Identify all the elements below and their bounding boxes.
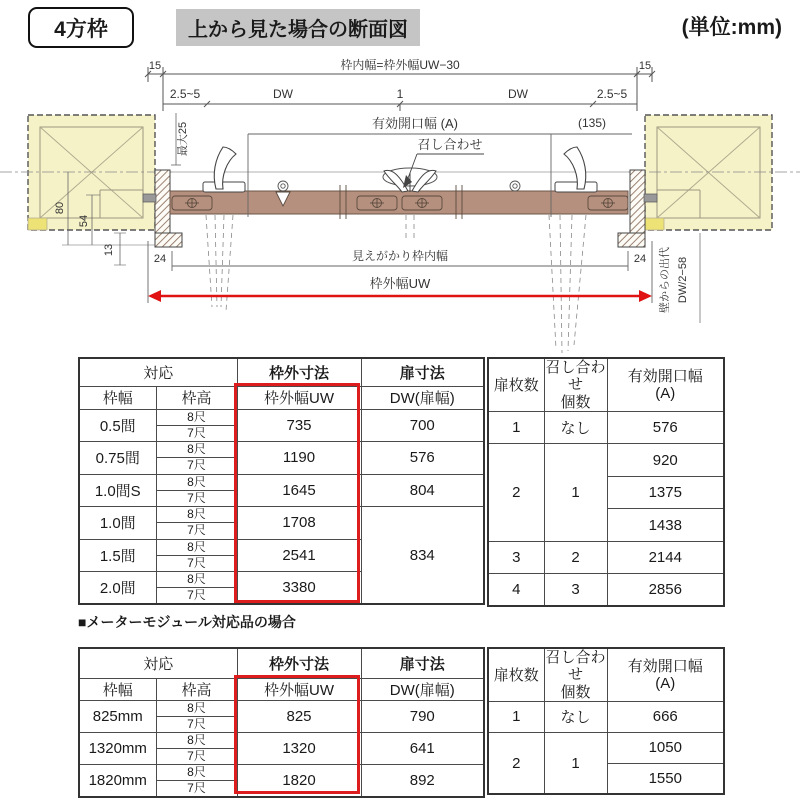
svg-text:最大25: 最大25 [177, 121, 189, 157]
outer-width-label: 枠外幅UW [369, 276, 431, 291]
cell-dw: 700 [361, 409, 484, 442]
svg-text:80: 80 [54, 201, 66, 215]
header-outer-dims: 枠外寸法 [237, 648, 361, 678]
cell-dw: 576 [361, 442, 484, 475]
cell-door-count: 2 [488, 444, 544, 542]
cell-dw: 892 [361, 764, 484, 797]
header-outer-width-uw: 枠外幅UW [237, 386, 361, 409]
table-row [488, 358, 724, 411]
cross-section-diagram [0, 55, 800, 355]
cell-frame-height: 8尺 7尺 [156, 539, 237, 572]
cell-frame-width: 1320mm [79, 732, 156, 764]
cell-door-count: 4 [488, 574, 544, 607]
dim-formula: 枠内幅=枠外幅UW−30 [340, 58, 460, 72]
table-row [79, 507, 484, 540]
cell-uw: 1820 [237, 764, 361, 797]
header-support: 対応 [79, 648, 237, 678]
table-row [488, 648, 724, 701]
cell-dw: 834 [361, 507, 484, 605]
cell-dw: 790 [361, 700, 484, 732]
cell-meeting-count: なし [544, 701, 607, 732]
cell-dw: 804 [361, 474, 484, 507]
spec-table-main-right [487, 357, 725, 607]
cell-door-count: 2 [488, 732, 544, 794]
wall-offset-note [657, 233, 700, 323]
wall-left [28, 115, 155, 230]
cell-opening: 1050 [607, 732, 724, 763]
table-row [488, 701, 724, 732]
cell-frame-width: 825mm [79, 700, 156, 732]
dim-24-left: 24 [153, 253, 167, 265]
dim-13 [103, 233, 126, 265]
visible-inner-label: 見えがかり枠内幅 [351, 249, 449, 263]
cell-frame-height: 8尺 7尺 [156, 474, 237, 507]
dim-clearance-left: 2.5~5 [169, 87, 201, 101]
cell-meeting-count: なし [544, 411, 607, 444]
cell-opening: 2144 [607, 541, 724, 574]
cell-door-count: 1 [488, 701, 544, 732]
table-row [488, 411, 724, 444]
door-handle-right [555, 147, 597, 192]
header-frame-height: 枠高 [156, 386, 237, 409]
dim-gap-1: 1 [396, 87, 404, 101]
cell-opening: 920 [607, 444, 724, 477]
page-title: 上から見た場合の断面図 [176, 9, 420, 46]
cell-opening: 2856 [607, 574, 724, 607]
cell-uw: 2541 [237, 539, 361, 572]
cell-uw: 1190 [237, 442, 361, 475]
cell-frame-width: 1.5間 [79, 539, 156, 572]
cell-opening: 666 [607, 701, 724, 732]
cell-frame-height: 8尺 7尺 [156, 442, 237, 475]
table-row [79, 386, 484, 409]
header-door-count: 扉枚数 [488, 358, 544, 411]
table-row [79, 648, 484, 678]
header-support: 対応 [79, 358, 237, 386]
cell-dw: 641 [361, 732, 484, 764]
frame-type-label: 4方枠 [54, 17, 108, 41]
door-handle-left [203, 147, 245, 192]
cell-meeting-count: 1 [544, 732, 607, 794]
cell-frame-width: 1.0間S [79, 474, 156, 507]
cell-opening: 1550 [607, 763, 724, 794]
cell-frame-height: 8尺 7尺 [156, 572, 237, 605]
unit-label: (単位:mm) [681, 16, 782, 39]
dim-dw-right: DW [508, 87, 528, 101]
table-row [79, 474, 484, 507]
svg-text:壁からの出代: 壁からの出代 [659, 247, 671, 313]
svg-text:13: 13 [103, 243, 115, 257]
wall-right [645, 115, 772, 230]
header-effective-opening: 有効開口幅 (A) [607, 648, 724, 701]
table-row [79, 732, 484, 764]
table-row [488, 444, 724, 477]
header-door-count: 扉枚数 [488, 648, 544, 701]
cell-frame-width: 1.0間 [79, 507, 156, 540]
header-dw: DW(扉幅) [361, 386, 484, 409]
table-row [488, 541, 724, 574]
cell-door-count: 1 [488, 411, 544, 444]
dim-line-dw [163, 101, 637, 111]
header-frame-height: 枠高 [156, 678, 237, 700]
cell-door-count: 3 [488, 541, 544, 574]
cell-frame-height: 8尺 7尺 [156, 764, 237, 797]
cell-frame-width: 2.0間 [79, 572, 156, 605]
cell-uw: 1645 [237, 474, 361, 507]
spec-table-meter-left [78, 647, 485, 798]
cell-frame-height: 8尺 7尺 [156, 732, 237, 764]
dim-dw-left: DW [273, 87, 293, 101]
dim-clearance-right: 2.5~5 [596, 87, 628, 101]
header-frame-width: 枠幅 [79, 678, 156, 700]
header-meeting-count: 召し合わせ 個数 [545, 649, 606, 701]
spec-table-meter-right [487, 647, 725, 795]
cell-uw: 1320 [237, 732, 361, 764]
cell-meeting-count: 3 [544, 574, 607, 607]
cell-frame-width: 1820mm [79, 764, 156, 797]
cell-meeting-count: 2 [544, 541, 607, 574]
cell-frame-height: 8尺 7尺 [156, 507, 237, 540]
header-frame-width: 枠幅 [79, 386, 156, 409]
spec-table-main-left [78, 357, 485, 605]
table-row [79, 678, 484, 700]
cell-uw: 1708 [237, 507, 361, 540]
cell-uw: 825 [237, 700, 361, 732]
meeting-stile-label: 召し合わせ [417, 137, 483, 152]
frame-type-badge [28, 7, 134, 48]
door-panels [170, 191, 628, 214]
cell-uw: 3380 [237, 572, 361, 605]
cell-frame-height: 8尺 7尺 [156, 700, 237, 732]
dim-135-label: (135) [577, 116, 607, 130]
cell-frame-height: 8尺 7尺 [156, 409, 237, 442]
table-row [79, 442, 484, 475]
svg-text:54: 54 [78, 214, 90, 228]
table-row [488, 732, 724, 763]
table-row [488, 574, 724, 607]
header-door-dims: 扉寸法 [361, 358, 484, 386]
table-row [79, 764, 484, 797]
table-row [79, 409, 484, 442]
header-dw: DW(扉幅) [361, 678, 484, 700]
cell-meeting-count: 1 [544, 444, 607, 542]
header-door-dims: 扉寸法 [361, 648, 484, 678]
outer-width-arrow [148, 290, 652, 302]
header-outer-width-uw: 枠外幅UW [237, 678, 361, 700]
header-effective-opening: 有効開口幅 (A) [607, 358, 724, 411]
cell-frame-width: 0.75間 [79, 442, 156, 475]
table-row [79, 700, 484, 732]
header-meeting-count: 召し合わせ 個数 [545, 359, 606, 411]
dim-15-right: 15 [638, 60, 652, 72]
cell-uw: 735 [237, 409, 361, 442]
effective-opening-label: 有効開口幅 (A) [372, 116, 458, 131]
cell-opening: 1375 [607, 476, 724, 509]
dim-max25 [171, 113, 189, 165]
header-outer-dims: 枠外寸法 [237, 358, 361, 386]
table-row [79, 358, 484, 386]
dim-24-right: 24 [633, 253, 647, 265]
cell-opening: 576 [607, 411, 724, 444]
meter-module-section-label: ■メーターモジュール対応品の場合 [78, 614, 296, 630]
svg-text:DW/2−58: DW/2−58 [677, 256, 689, 304]
cell-opening: 1438 [607, 509, 724, 542]
cell-frame-width: 0.5間 [79, 409, 156, 442]
dim-15-left: 15 [148, 60, 162, 72]
